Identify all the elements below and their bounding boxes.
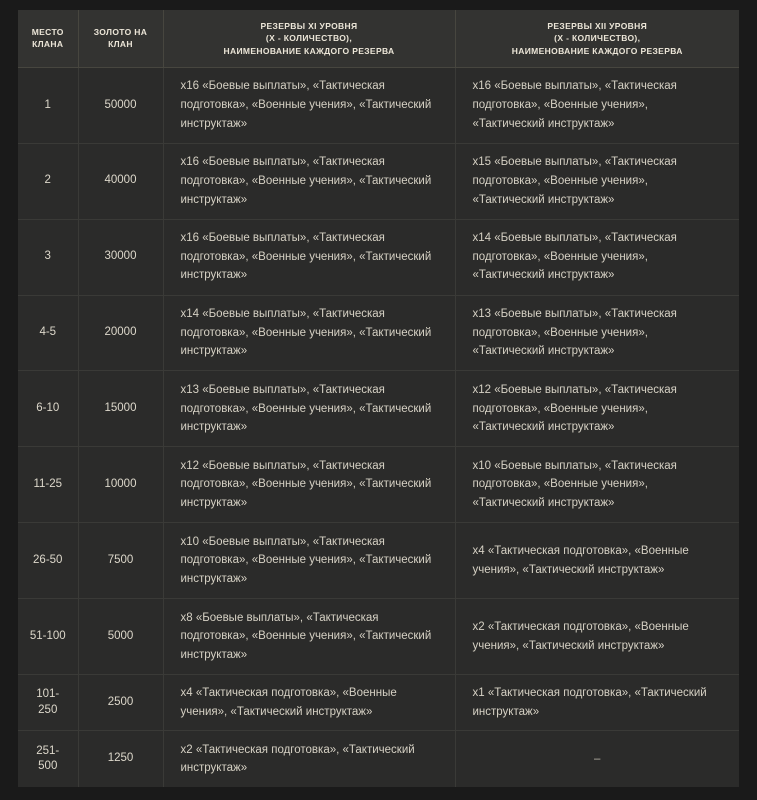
column-header-xii-line2: (X - КОЛИЧЕСТВО),: [554, 33, 641, 44]
cell-reserves-xi: x2 «Тактическая подготовка», «Тактический инструктаж»: [163, 731, 455, 787]
cell-clan-rank: [18, 674, 78, 730]
cell-gold-per-clan: 15000: [78, 371, 163, 447]
cell-clan-rank: [18, 67, 78, 143]
cell-clan-rank: [18, 371, 78, 447]
cell-clan-rank-value: 3: [44, 250, 51, 263]
column-header-clan-rank-line1: МЕСТО: [31, 27, 64, 38]
column-header-gold-per-clan: [78, 10, 163, 67]
column-header-gold-line2: КЛАН: [108, 39, 133, 50]
reserves-table-container: [18, 10, 739, 787]
table-row: [18, 447, 739, 523]
cell-clan-rank-line1: 101-: [36, 688, 60, 701]
cell-reserves-xi: x10 «Боевые выплаты», «Тактическая подготовка», «Военные учения», «Тактический инструктаж»: [163, 523, 455, 599]
cell-clan-rank-line1: 251-: [36, 744, 60, 757]
cell-clan-rank: [18, 731, 78, 787]
cell-clan-rank-line2: 250: [38, 703, 58, 716]
column-header-xi-line3: НАИМЕНОВАНИЕ КАЖДОГО РЕЗЕРВА: [223, 45, 395, 56]
column-header-gold-line1: ЗОЛОТО НА: [93, 27, 148, 38]
cell-clan-rank-value: 1: [44, 98, 51, 111]
table-row: [18, 143, 739, 219]
cell-reserves-xi: x16 «Боевые выплаты», «Тактическая подготовка», «Военные учения», «Тактический инструктаж»: [163, 67, 455, 143]
cell-reserves-xi: x4 «Тактическая подготовка», «Военные учения», «Тактический инструктаж»: [163, 674, 455, 730]
cell-reserves-xii: x14 «Боевые выплаты», «Тактическая подготовка», «Военные учения», «Тактический инструктаж»: [455, 219, 739, 295]
table-row: [18, 219, 739, 295]
cell-gold-per-clan: 20000: [78, 295, 163, 371]
cell-reserves-xii: x16 «Боевые выплаты», «Тактическая подготовка», «Военные учения», «Тактический инструктаж»: [455, 67, 739, 143]
cell-reserves-xii: x12 «Боевые выплаты», «Тактическая подготовка», «Военные учения», «Тактический инструктаж»: [455, 371, 739, 447]
cell-clan-rank: [18, 295, 78, 371]
cell-clan-rank-value: 26-50: [33, 553, 63, 566]
header-row: [18, 10, 739, 67]
cell-clan-rank: [18, 219, 78, 295]
cell-reserves-xii: x10 «Боевые выплаты», «Тактическая подготовка», «Военные учения», «Тактический инструктаж»: [455, 447, 739, 523]
cell-clan-rank-value: 4-5: [39, 326, 57, 339]
table-row: [18, 731, 739, 787]
cell-reserves-xi: x13 «Боевые выплаты», «Тактическая подготовка», «Военные учения», «Тактический инструктаж»: [163, 371, 455, 447]
column-header-xi-line2: (X - КОЛИЧЕСТВО),: [265, 33, 353, 44]
cell-gold-per-clan: 7500: [78, 523, 163, 599]
cell-gold-per-clan: 30000: [78, 219, 163, 295]
table-body: [18, 67, 739, 787]
column-header-reserves-xii: [455, 10, 739, 67]
table-row: [18, 371, 739, 447]
column-header-xii-line1: РЕЗЕРВЫ XII УРОВНЯ: [547, 21, 648, 31]
table-row: [18, 599, 739, 675]
cell-reserves-xii: x2 «Тактическая подготовка», «Военные учения», «Тактический инструктаж»: [455, 599, 739, 675]
cell-clan-rank-line2: 500: [38, 760, 58, 773]
cell-clan-rank: [18, 599, 78, 675]
table-row: [18, 295, 739, 371]
cell-reserves-xii: x4 «Тактическая подготовка», «Военные учения», «Тактический инструктаж»: [455, 523, 739, 599]
table-header: [18, 10, 739, 67]
cell-reserves-xi: x8 «Боевые выплаты», «Тактическая подготовка», «Военные учения», «Тактический инструктаж»: [163, 599, 455, 675]
clan-reserves-table: [18, 10, 739, 787]
cell-gold-per-clan: 1250: [78, 731, 163, 787]
cell-reserves-xi: x12 «Боевые выплаты», «Тактическая подготовка», «Военные учения», «Тактический инструктаж»: [163, 447, 455, 523]
cell-clan-rank-value: 6-10: [36, 402, 60, 415]
cell-reserves-xii: x15 «Боевые выплаты», «Тактическая подготовка», «Военные учения», «Тактический инструктаж»: [455, 143, 739, 219]
cell-clan-rank: [18, 523, 78, 599]
cell-reserves-xii: x1 «Тактическая подготовка», «Тактический инструктаж»: [455, 674, 739, 730]
cell-reserves-xi: x16 «Боевые выплаты», «Тактическая подготовка», «Военные учения», «Тактический инструктаж»: [163, 143, 455, 219]
column-header-xi-line1: РЕЗЕРВЫ XI УРОВНЯ: [260, 21, 358, 31]
cell-clan-rank: [18, 143, 78, 219]
cell-clan-rank-value: 51-100: [29, 629, 66, 642]
cell-clan-rank: [18, 447, 78, 523]
table-row: [18, 674, 739, 730]
cell-reserves-xi: x14 «Боевые выплаты», «Тактическая подготовка», «Военные учения», «Тактический инструктаж»: [163, 295, 455, 371]
cell-gold-per-clan: 5000: [78, 599, 163, 675]
column-header-xii-line3: НАИМЕНОВАНИЕ КАЖДОГО РЕЗЕРВА: [511, 45, 683, 56]
column-header-reserves-xi: [163, 10, 455, 67]
cell-gold-per-clan: 2500: [78, 674, 163, 730]
cell-clan-rank-value: 2: [44, 174, 51, 187]
cell-reserves-xii: x13 «Боевые выплаты», «Тактическая подготовка», «Военные учения», «Тактический инструктаж»: [455, 295, 739, 371]
cell-gold-per-clan: 50000: [78, 67, 163, 143]
cell-gold-per-clan: 10000: [78, 447, 163, 523]
table-row: [18, 67, 739, 143]
cell-gold-per-clan: 40000: [78, 143, 163, 219]
table-row: [18, 523, 739, 599]
cell-reserves-xi: x16 «Боевые выплаты», «Тактическая подготовка», «Военные учения», «Тактический инструктаж»: [163, 219, 455, 295]
column-header-clan-rank: [18, 10, 78, 67]
cell-reserves-xii: –: [455, 731, 739, 787]
cell-clan-rank-value: 11-25: [33, 477, 63, 490]
column-header-clan-rank-line2: КЛАНА: [32, 39, 64, 50]
